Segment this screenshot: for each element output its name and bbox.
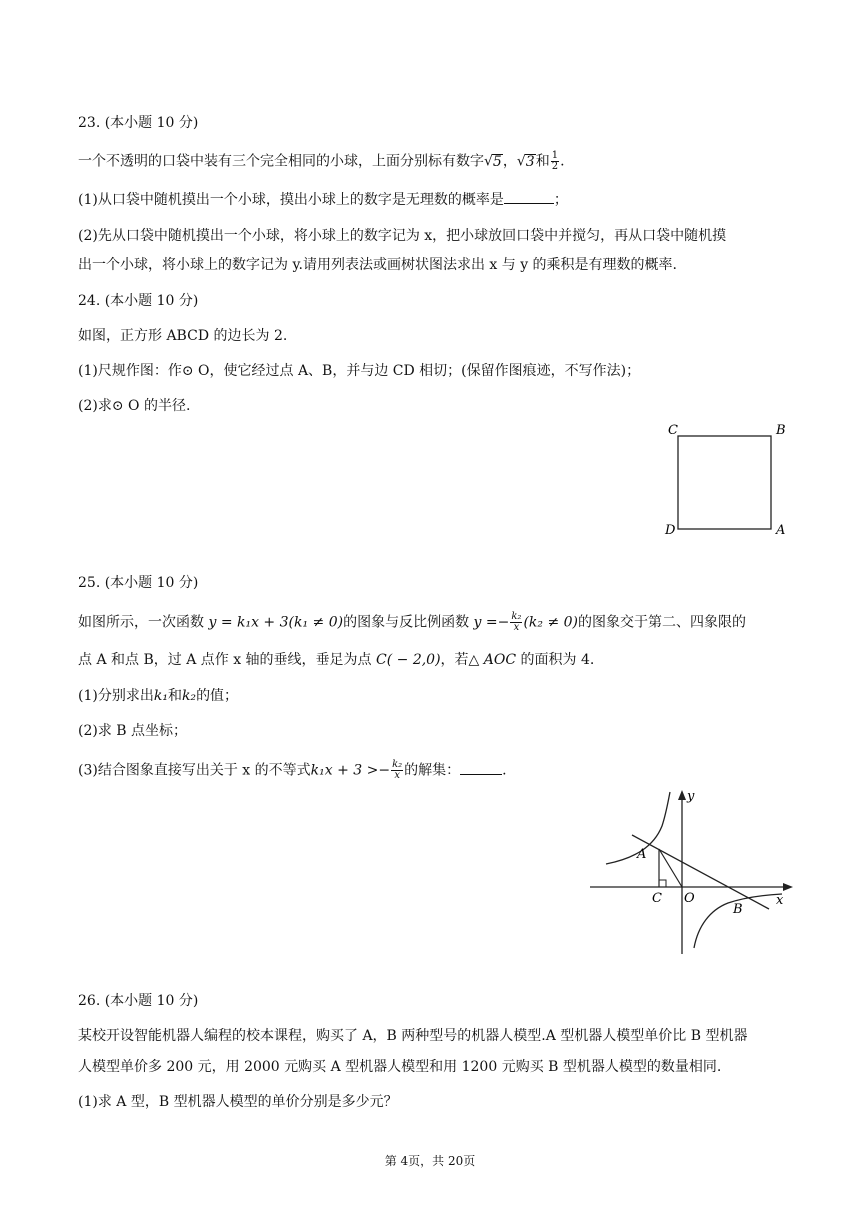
q25-part1-text: (1)分别求出 bbox=[78, 688, 154, 704]
q25-part1 bbox=[78, 687, 238, 705]
label-x: x bbox=[776, 893, 784, 908]
sqrt-sign: √ bbox=[516, 153, 526, 170]
fraction-k2-over-x bbox=[510, 612, 522, 633]
q26-stem-line1: 某校开设智能机器人编程的校本课程，购买了 A，B 两种型号的机器人模型.A 型机器人模型单价比 B 型机器 bbox=[78, 1028, 748, 1044]
x-axis-arrow bbox=[783, 883, 793, 891]
label-d: D bbox=[665, 523, 676, 538]
q23-part1 bbox=[78, 191, 568, 209]
q25-part3 bbox=[78, 760, 507, 781]
q23-heading: 23. (本小题 10 分) bbox=[78, 115, 199, 131]
label-b: B bbox=[776, 423, 786, 438]
q23-part1-end: ； bbox=[553, 192, 568, 208]
point-c-coordinates: C( − 2,0) bbox=[376, 652, 441, 668]
sqrt3-value: 3 bbox=[525, 153, 535, 170]
label-b: B bbox=[733, 902, 743, 917]
separator: ， bbox=[502, 153, 517, 170]
q25-text: 如图所示，一次函数 bbox=[78, 614, 209, 631]
k2-symbol: k₂ bbox=[181, 688, 197, 704]
and-word: 和 bbox=[535, 153, 550, 170]
q25-text: 点 A 和点 B，过 A 点作 x 轴的垂线，垂足为点 bbox=[78, 652, 377, 668]
q24-heading: 24. (本小题 10 分) bbox=[78, 293, 199, 309]
q25-part3-text: (3)结合图象直接写出关于 x 的不等式 bbox=[78, 762, 311, 779]
and-word: 和 bbox=[167, 688, 182, 704]
label-c: C bbox=[652, 891, 662, 906]
q25-text: 的面积为 4. bbox=[516, 652, 595, 668]
fraction-k2-over-x bbox=[391, 760, 403, 781]
k1-symbol: k₁ bbox=[153, 688, 168, 704]
right-angle-mark bbox=[659, 880, 666, 887]
q26-heading: 26. (本小题 10 分) bbox=[78, 993, 199, 1009]
q25-part1-end: 的值； bbox=[196, 688, 239, 704]
q25-stem-line1 bbox=[78, 612, 746, 633]
q25-part3-end: . bbox=[502, 762, 507, 779]
label-a: A bbox=[637, 847, 647, 862]
sqrt-sign: √ bbox=[484, 153, 493, 170]
fraction-denominator: x bbox=[513, 622, 520, 633]
y-axis-arrow bbox=[678, 790, 686, 800]
q25-stem-line2 bbox=[78, 651, 594, 669]
fraction-numerator: k₂ bbox=[392, 759, 403, 770]
label-a: A bbox=[776, 523, 786, 538]
fraction-numerator: 1 bbox=[551, 150, 559, 161]
q23-part1-text: (1)从口袋中随机摸出一个小球，摸出小球上的数字是无理数的概率是 bbox=[78, 192, 504, 208]
inverse-function-lhs: y =− bbox=[473, 614, 510, 631]
q24-stem: 如图，正方形 ABCD 的边长为 2. bbox=[78, 328, 288, 344]
page-footer: 第 4页，共 20页 bbox=[384, 1154, 476, 1168]
linear-function: y = k₁x + 3(k₁ ≠ 0) bbox=[208, 614, 344, 631]
answer-blank bbox=[504, 193, 554, 204]
fraction-denominator: 2 bbox=[551, 161, 559, 172]
answer-blank bbox=[460, 764, 502, 775]
q25-heading: 25. (本小题 10 分) bbox=[78, 575, 199, 591]
q23-part2-line2: 出一个小球，将小球上的数字记为 y.请用列表法或画树状图法求出 x 与 y 的乘积是有理数的概率. bbox=[78, 257, 678, 273]
inequality: k₁x + 3 >− bbox=[310, 762, 391, 779]
square-figure bbox=[660, 418, 790, 542]
square-abcd bbox=[678, 436, 771, 529]
q25-part2: (2)求 B 点坐标； bbox=[78, 723, 188, 739]
inverse-function-condition: (k₂ ≠ 0) bbox=[523, 614, 579, 631]
fraction-numerator: k₂ bbox=[511, 611, 522, 622]
function-graph bbox=[588, 786, 798, 956]
q25-part3-tail: 的解集： bbox=[404, 762, 461, 779]
label-o: O bbox=[684, 891, 695, 906]
stem-end: . bbox=[560, 153, 565, 170]
q24-part1: (1)尺规作图：作⊙ O，使它经过点 A、B，并与边 CD 相切；(保留作图痕迹，不写作法)； bbox=[78, 363, 641, 379]
label-y: y bbox=[687, 789, 695, 804]
q23-part2-line1: (2)先从口袋中随机摸出一个小球，将小球上的数字记为 x，把小球放回口袋中并搅匀，再从口袋中随机摸 bbox=[78, 228, 727, 244]
q23-stem bbox=[78, 151, 565, 172]
fraction-denominator: x bbox=[394, 770, 400, 781]
q25-text: 的图象与反比例函数 bbox=[343, 614, 474, 631]
sqrt5-value: 5 bbox=[492, 153, 502, 170]
q25-text: ，若△ bbox=[440, 652, 484, 668]
q23-stem-text: 一个不透明的口袋中装有三个完全相同的小球，上面分别标有数字 bbox=[78, 153, 484, 170]
q26-part1: (1)求 A 型，B 型机器人模型的单价分别是多少元？ bbox=[78, 1094, 398, 1110]
triangle-aoc: AOC bbox=[483, 652, 517, 668]
fraction-half bbox=[551, 151, 559, 172]
q25-text: 的图象交于第二、四象限的 bbox=[578, 614, 747, 631]
segment-ao bbox=[659, 849, 682, 887]
q24-part2: (2)求⊙ O 的半径. bbox=[78, 398, 191, 414]
label-c: C bbox=[668, 423, 678, 438]
q26-stem-line2: 人模型单价多 200 元，用 2000 元购买 A 型机器人模型和用 1200 元购买 B 型机器人模型的数量相同. bbox=[78, 1059, 722, 1075]
